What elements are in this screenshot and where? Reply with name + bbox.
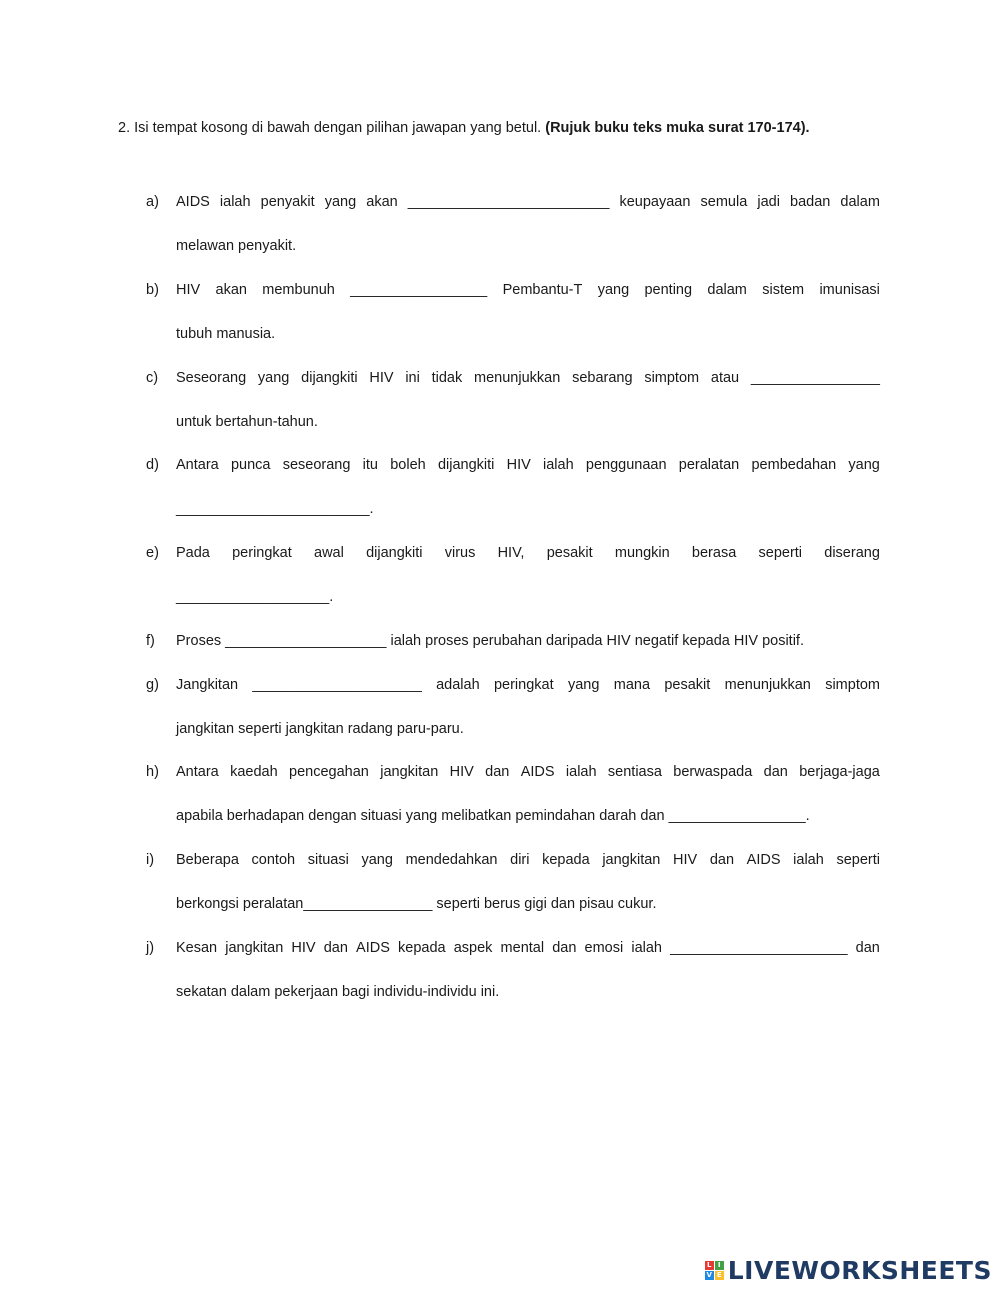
question-letter: f) [146,633,155,649]
question-text-line: untuk bertahun-tahun. [176,414,318,430]
question-item [146,631,880,675]
logo-tile-l: L [705,1261,714,1270]
question-letter: d) [146,457,159,473]
instruction-reference: (Rujuk buku teks muka surat 170-174). [545,120,810,136]
logo-tile-e: E [715,1271,724,1280]
question-text-line: Beberapa contoh situasi yang mendedahkan diri kepada jangkitan HIV dan AIDS ialah seperti [176,852,880,868]
question-letter: b) [146,282,159,298]
question-text-line: jangkitan seperti jangkitan radang paru-paru. [176,721,464,737]
question-text-line: apabila berhadapan dengan situasi yang melibatkan pemindahan darah dan _________________. [176,808,810,824]
question-letter: g) [146,677,159,693]
question-text-line: Proses ____________________ ialah proses perubahan daripada HIV negatif kepada HIV positif. [176,633,804,649]
question-letter: h) [146,764,159,780]
question-item [146,762,880,850]
question-letter: j) [146,940,155,956]
logo-tile-v: V [706,1270,712,1279]
question-text-line: berkongsi peralatan________________ seperti berus gigi dan pisau cukur. [176,896,657,912]
question-item [146,280,880,368]
question-text-line: AIDS ialah penyakit yang akan _________________________ keupayaan semula jadi badan dalam [176,194,880,210]
logo-tile-i: I [715,1261,724,1270]
question-text-line: ________________________. [176,501,374,517]
question-text-line: sekatan dalam pekerjaan bagi individu-individu ini. [176,984,500,1000]
question-item [146,455,880,543]
instruction-heading [118,118,810,138]
liveworksheets-brand [705,1255,992,1285]
question-item [146,368,880,456]
question-item [146,675,880,763]
question-letter: i) [146,852,155,868]
question-item [146,543,880,631]
liveworksheets-logo-icon [705,1261,724,1280]
question-letter: e) [146,545,159,561]
question-text-line: Pada peringkat awal dijangkiti virus HIV, pesakit mungkin berasa seperti diserang [176,545,880,561]
question-item [146,850,880,938]
question-text-line: Seseorang yang dijangkiti HIV ini tidak menunjukkan sebarang simptom atau ________________ [176,370,880,386]
question-letter: a) [146,194,159,210]
question-letter: c) [146,370,159,386]
instruction-text: 2. Isi tempat kosong di bawah dengan pilihan jawapan yang betul. [118,120,546,136]
question-text-line: Kesan jangkitan HIV dan AIDS kepada aspek mental dan emosi ialah ______________________ dan [176,940,880,956]
question-text-line: Antara punca seseorang itu boleh dijangkiti HIV ialah penggunaan peralatan pembedahan yang [176,457,880,473]
brand-name: LIVEWORKSHEETS [727,1255,992,1285]
question-text-line: melawan penyakit. [176,238,297,254]
question-text-line: tubuh manusia. [176,326,276,342]
question-item [146,938,880,1026]
question-text-line: Jangkitan _____________________ adalah peringkat yang mana pesakit menunjukkan simptom [176,677,880,693]
question-text-line: Antara kaedah pencegahan jangkitan HIV dan AIDS ialah sentiasa berwaspada dan berjaga-jaga [176,764,880,780]
question-text-line: ___________________. [176,589,334,605]
question-item [146,192,880,280]
question-text-line: HIV akan membunuh _________________ Pembantu-T yang penting dalam sistem imunisasi [176,282,880,298]
